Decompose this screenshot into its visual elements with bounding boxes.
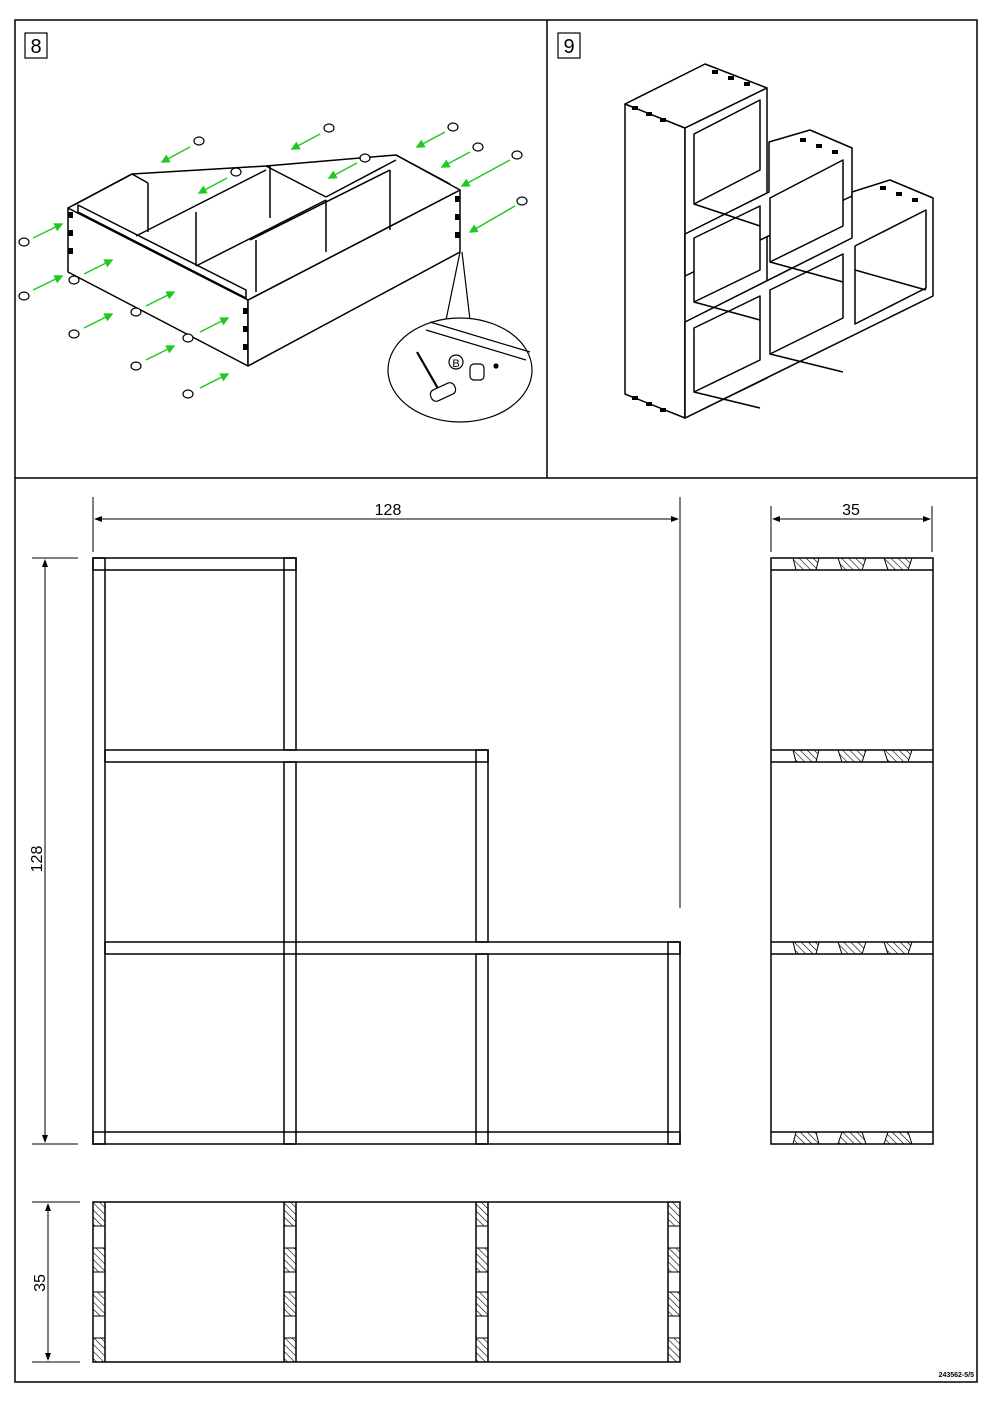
front-width-label: 128 xyxy=(374,502,402,519)
step-8-number: 8 xyxy=(30,36,42,58)
shelf-unit-standing xyxy=(625,64,933,418)
side-view-outline xyxy=(771,558,933,1144)
step-9-number: 9 xyxy=(563,36,575,58)
top-view-dowel-sections xyxy=(93,1202,680,1362)
top-depth-label: 35 xyxy=(32,1274,49,1292)
top-view-outline xyxy=(93,1202,680,1362)
shelf-unit-lying xyxy=(68,146,460,366)
side-depth-label: 35 xyxy=(842,502,860,519)
top-view xyxy=(32,1202,680,1362)
front-view-outline xyxy=(93,558,680,1144)
footer-code: 243562-5/5 xyxy=(938,1372,974,1379)
hardware-label-b: B xyxy=(452,358,460,370)
side-view xyxy=(771,502,933,1144)
side-view-dowel-sections xyxy=(793,558,912,1144)
front-view xyxy=(29,497,680,1144)
step-9-panel xyxy=(558,33,933,418)
step-8-panel xyxy=(19,33,532,422)
front-height-label: 128 xyxy=(29,845,46,873)
